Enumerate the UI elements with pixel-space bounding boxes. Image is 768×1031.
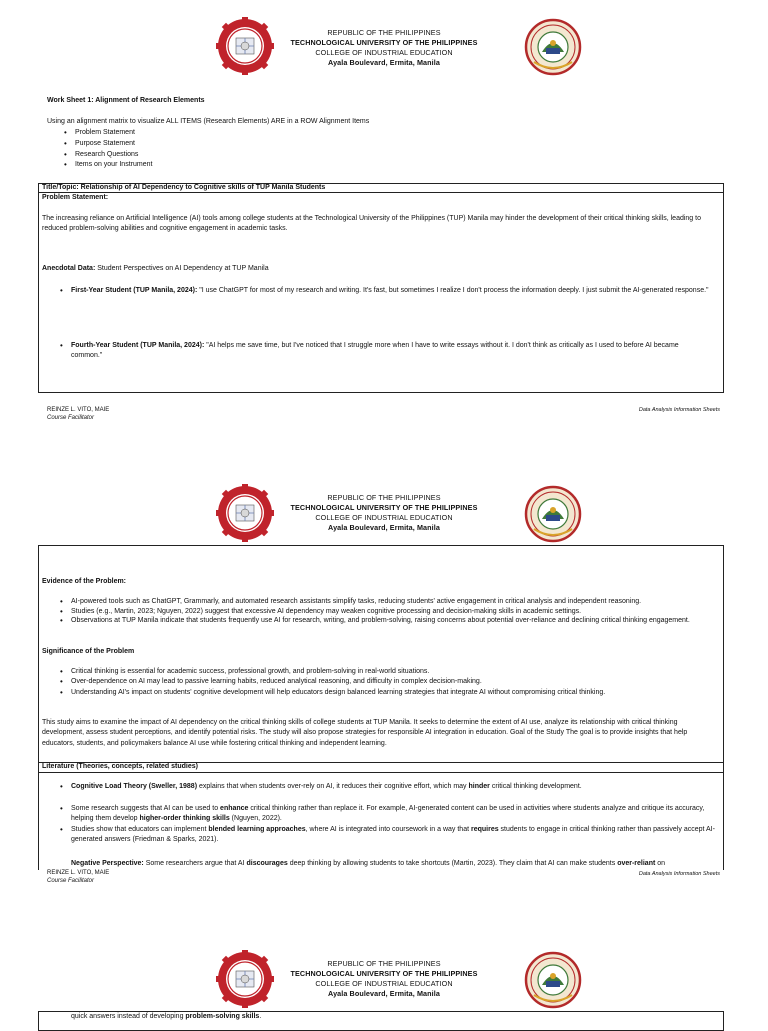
lit3-emphasis: blended learning approaches: [208, 825, 306, 833]
cont-emphasis: problem-solving skills: [185, 1013, 260, 1020]
literature-continued: [71, 1012, 261, 1022]
header-line4: Ayala Boulevard, Ermita, Manila: [328, 989, 440, 998]
list-item: • Items on your Instrument: [75, 160, 152, 171]
cont-text-end: .: [259, 1013, 262, 1020]
list-item: [71, 804, 721, 825]
lit1-lead: Cognitive Load Theory (Sweller, 1988): [71, 783, 198, 790]
divider: [38, 772, 724, 773]
lit4-text: Some researchers argue that AI: [143, 860, 247, 867]
quote2-text: "AI helps me save time, but I've noticed that I struggle more when I have to write essays without it. I don't think as critically as I used to before AI became common.": [71, 342, 679, 360]
literature-label: Literature (Theories, concepts, related studies): [42, 763, 198, 770]
page-header: [0, 28, 768, 68]
anecdotal-data: [42, 264, 269, 274]
literature-list: [71, 782, 721, 792]
footer-name: REINZE L. VITO, MAIE: [47, 870, 110, 876]
lit2-emphasis: enhance: [220, 805, 249, 812]
header-line4: Ayala Boulevard, Ermita, Manila: [328, 523, 440, 532]
lit3-text: Studies show that educators can implement: [71, 825, 209, 833]
significance-label: Significance of the Problem: [42, 648, 135, 655]
list-item: [71, 825, 721, 846]
lit4-text-mid: deep thinking by allowing students to take shortcuts (Martin, 2023). They claim that AI can make students: [287, 860, 618, 867]
list-item: • Observations at TUP Manila indicate that students frequently use AI for research, writing, and problem-solving, raising concerns about potential over-reliance and declining critical thinking engagement.: [71, 616, 721, 626]
lit3-text-end: students to engage in critical thinking rather than passively accept AI-generated answers (Friedman & Sparks, 2021).: [71, 825, 715, 844]
header-line2: TECHNOLOGICAL UNIVERSITY OF THE PHILIPPINES: [290, 503, 478, 512]
list-item: • Understanding AI's impact on students' cognitive development will help educators design balanced learning strategies that integrate AI without compromising critical thinking.: [71, 688, 721, 698]
literature-list-2: [71, 804, 721, 846]
list-item: [71, 782, 721, 792]
list-item: • Critical thinking is essential for academic success, professional growth, and problem-solving in real-world situations.: [71, 667, 721, 677]
lit1-emphasis: hinder: [468, 783, 490, 790]
cont-text: quick answers instead of developing: [71, 1013, 186, 1020]
header-line1: REPUBLIC OF THE PHILIPPINES: [327, 493, 441, 502]
list-item: • Research Questions: [75, 150, 152, 161]
quote1-text: "I use ChatGPT for most of my research and writing. It's fast, but sometimes I realize I don't process the information deeply. I just submit the AI-generated response.": [197, 287, 709, 294]
list-item: [71, 859, 721, 869]
lit4-lead: Negative Perspective:: [71, 860, 144, 867]
lit3-emphasis-2: requires: [470, 825, 499, 833]
list-item: • AI-powered tools such as ChatGPT, Grammarly, and automated research assistants simplify tasks, reducing students' active engagement in critical analysis and independent reasoning.: [71, 597, 721, 607]
list-item: • Problem Statement: [75, 128, 152, 139]
evidence-list: [71, 597, 721, 626]
significance-list: [71, 667, 721, 698]
header-line1: REPUBLIC OF THE PHILIPPINES: [327, 959, 441, 968]
header-line1: REPUBLIC OF THE PHILIPPINES: [327, 28, 441, 37]
footer-role: Course Facilitator: [47, 414, 95, 421]
lit1-text-end: critical thinking development.: [489, 783, 582, 790]
header-line2: TECHNOLOGICAL UNIVERSITY OF THE PHILIPPINES: [290, 38, 478, 47]
footer-facilitator: [47, 870, 109, 885]
header-line3: COLLEGE OF INDUSTRIAL EDUCATION: [315, 979, 453, 988]
alignment-items-list: [75, 128, 152, 171]
lit2-text-mid: critical thinking rather than replace it. For example, AI-generated content can be used in activities where students analyze and critique its accuracy, helping them develop: [71, 805, 705, 823]
problem-statement-text: The increasing reliance on Artificial Intelligence (AI) tools among college students at the Technological University of the Philippines (TUP) Manila may hinder the development of their critical thinking skills, leading to reduced problem-solving abilities and cognitive engagement in academic tasks.: [42, 215, 701, 233]
header-line3: COLLEGE OF INDUSTRIAL EDUCATION: [315, 48, 453, 57]
lit4-text-end: on: [655, 860, 666, 867]
problem-statement-label: Problem Statement:: [42, 194, 109, 201]
header-line4: Ayala Boulevard, Ermita, Manila: [328, 58, 440, 67]
lit3-text-mid: , where AI is integrated into coursework in a way that: [305, 825, 471, 833]
quote1-lead: First-Year Student (TUP Manila, 2024):: [71, 287, 198, 294]
quote-list: [71, 286, 721, 296]
anecdotal-label: Anecdotal Data:: [42, 265, 96, 272]
page-header: [0, 959, 768, 999]
footer-role: Course Facilitator: [47, 877, 95, 884]
literature-list-3: [71, 859, 721, 869]
list-item: • Studies (e.g., Martin, 2023; Nguyen, 2022) suggest that excessive AI dependency may weaken cognitive processing and decision-making skills in academic settings.: [71, 607, 721, 617]
evidence-label: Evidence of the Problem:: [42, 578, 127, 585]
footer-facilitator: [47, 407, 109, 422]
lit1-text: explains that when students over-rely on AI, it reduces their cognitive effort, which may: [197, 783, 469, 790]
purpose-statement-text: This study aims to examine the impact of AI dependency on the critical thinking skills of college students at TUP Manila. It seeks to determine the extent of AI use, analyze its relationship with critical thinking development, assess student perceptions, and identify potential risks. The study will also propose strategies for responsible AI integration in education. Goal of the Study The goal is to provide insights that help educators, students, and policymakers balance AI use while fostering critical thinking and independent learning.: [42, 719, 688, 747]
lit2-text: Some research suggests that AI can be used to: [71, 805, 221, 812]
header-line2: TECHNOLOGICAL UNIVERSITY OF THE PHILIPPINES: [290, 969, 478, 978]
quote2-lead: Fourth-Year Student (TUP Manila, 2024):: [71, 342, 205, 349]
list-item: • Over-dependence on AI may lead to passive learning habits, reduced analytical reasoning, and difficulty in complex decision-making.: [71, 677, 721, 687]
lit2-text-end: (Nguyen, 2022).: [229, 815, 282, 823]
list-item: • Purpose Statement: [75, 139, 152, 150]
footer-name: REINZE L. VITO, MAIE: [47, 407, 110, 413]
footer-doc-title: Data Analysis Information Sheets: [638, 871, 720, 877]
header-line3: COLLEGE OF INDUSTRIAL EDUCATION: [315, 513, 453, 522]
lit4-emphasis-2: over-reliant: [617, 860, 656, 867]
lit2-emphasis-2: higher-order thinking skills: [139, 815, 230, 823]
quote-list-2: [71, 341, 701, 362]
list-item: [71, 286, 721, 296]
list-item: [71, 341, 701, 362]
title-topic: Title/Topic: Relationship of AI Dependency to Cognitive skills of TUP Manila Students: [42, 184, 326, 191]
worksheet-title: Work Sheet 1: Alignment of Research Elements: [47, 97, 205, 104]
page-header: [0, 493, 768, 533]
anecdotal-subtitle: Student Perspectives on AI Dependency at TUP Manila: [95, 265, 269, 272]
footer-doc-title: Data Analysis Information Sheets: [638, 407, 720, 413]
lit4-emphasis: discourages: [246, 860, 288, 867]
worksheet-intro: Using an alignment matrix to visualize ALL ITEMS (Research Elements) ARE in a ROW Alignment Items: [47, 118, 370, 125]
